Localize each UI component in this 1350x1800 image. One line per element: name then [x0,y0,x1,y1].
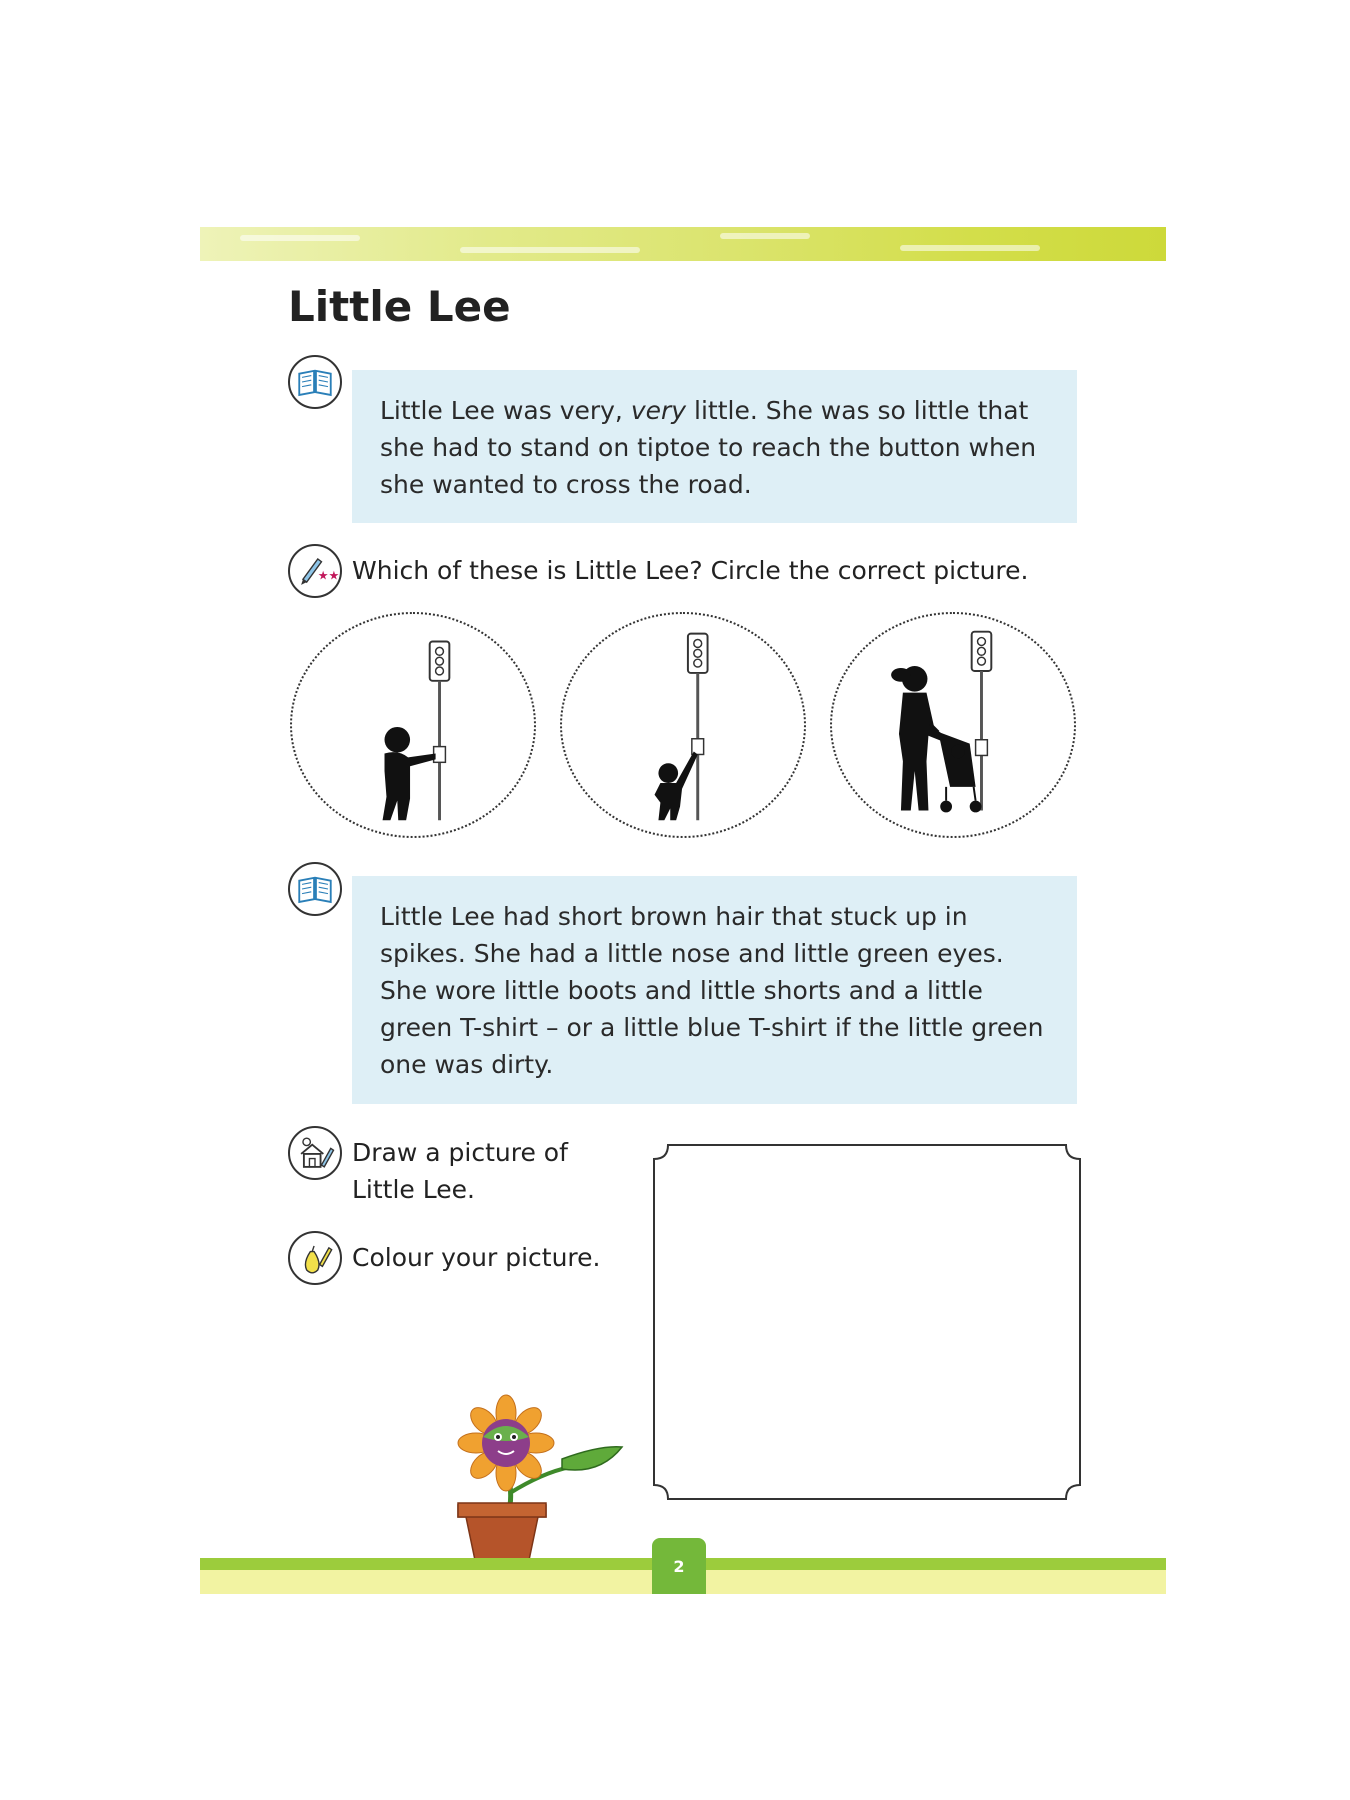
passage-1 [352,370,1077,523]
choice-mother-pushchair[interactable] [830,612,1076,838]
house-pencil-icon [288,1126,342,1180]
page-number: 2 [652,1538,706,1594]
colour-instruction: Colour your picture. [352,1243,601,1272]
passage-1-text-a: Little Lee was very, [380,396,631,425]
passage-1-emphasis: very [630,396,687,425]
header-band [200,227,1166,261]
choice-toddler[interactable] [560,612,806,838]
question-text: Which of these is Little Lee? Circle the correct picture. [352,556,1029,585]
draw-instruction-line2: Little Lee. [352,1175,475,1204]
flower-pot-mascot [450,1375,630,1565]
choice-boy[interactable] [290,612,536,838]
passage-2: Little Lee had short brown hair that stuck up in spikes. She had a little nose and little green eyes. She wore little boots and little shorts and a little green T-shirt – or a little blue T-shirt if the little green one was dirty. [352,876,1077,1104]
page-title: Little Lee [288,282,511,331]
pear-crayon-icon [288,1231,342,1285]
pencil-stars-icon [288,544,342,598]
draw-instruction-line1: Draw a picture of [352,1138,568,1167]
book-icon [288,862,342,916]
draw-instruction [352,1134,632,1208]
svg-text:★★: ★★ [317,568,340,583]
drawing-area[interactable] [652,1143,1082,1501]
book-icon [288,355,342,409]
passage-1-text-b: little. She was so little that she had to stand on tiptoe to reach the button when she wanted to cross the road. [380,396,1037,499]
